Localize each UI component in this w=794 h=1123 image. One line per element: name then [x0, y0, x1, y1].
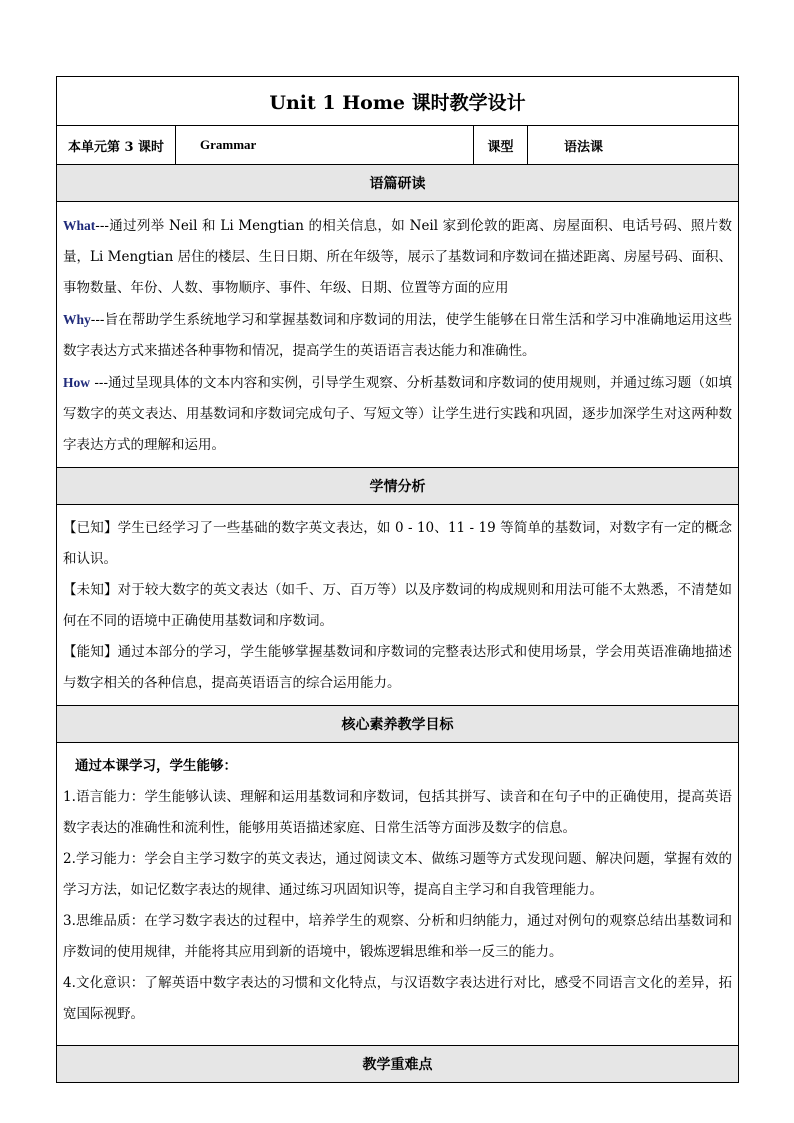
why-text: ---旨在帮助学生系统地学习和掌握基数词和序数词的用法，使学生能够在日常生活和学习中准确地运用这些数字表达方式来描述各种事物和情况，提高学生的英语语言表达能力和准确性。	[63, 312, 733, 359]
lesson-plan-table	[56, 76, 739, 1083]
objective-item: 3.思维品质：在学习数字表达的过程中，培养学生的观察、分析和归纳能力，通过对例句的观察总结出基数词和序数词的使用规律，并能将其应用到新的语境中，锻炼逻辑思维和举一反三的能力。	[63, 913, 733, 960]
why-keyword: Why	[63, 312, 91, 327]
type-label: 课型	[474, 126, 528, 165]
period-label: 本单元第 3 课时	[57, 126, 176, 165]
objective-item: 2.学习能力：学会自主学习数字的英文表达，通过阅读文本、做练习题等方式发现问题、解决问题，掌握有效的学习方法，如记忆数字表达的规律、通过练习巩固知识等，提高自主学习和自我管理能力。	[63, 851, 733, 898]
known-paragraph: 【已知】学生已经学习了一些基础的数字英文表达，如 0 - 10、11 - 19 等简单的基数词，对数字有一定的概念和认识。	[63, 520, 733, 567]
section-heading-student-analysis: 学情分析	[57, 468, 739, 505]
page-title: Unit 1 Home 课时教学设计	[57, 77, 739, 126]
section-heading-text-analysis: 语篇研读	[57, 165, 739, 202]
objectives-lead: 通过本课学习，学生能够：	[75, 758, 237, 774]
how-keyword: How	[63, 375, 90, 390]
type-value: 语法课	[528, 126, 739, 165]
how-paragraph	[63, 367, 732, 461]
student-analysis-body	[57, 505, 739, 706]
topic-value: Grammar	[176, 126, 474, 165]
text-analysis-body	[57, 202, 739, 468]
lesson-plan-page	[56, 76, 738, 1083]
how-text: ---通过呈现具体的文本内容和实例，引导学生观察、分析基数词和序数词的使用规则，并通过练习题（如填写数字的英文表达、用基数词和序数词完成句子、写短文等）让学生进行实践和巩固，逐步加深学生对这两种数字表达方式的理解和运用。	[63, 375, 733, 453]
why-paragraph	[63, 304, 732, 367]
objective-item: 1.语言能力：学生能够认读、理解和运用基数词和序数词，包括其拼写、读音和在句子中的正确使用，提高英语数字表达的准确性和流利性，能够用英语描述家庭、日常生活等方面涉及数字的信息。	[63, 789, 733, 836]
what-keyword: What	[63, 218, 96, 233]
able-paragraph: 【能知】通过本部分的学习，学生能够掌握基数词和序数词的完整表达形式和使用场景，学会用英语准确地描述与数字相关的各种信息，提高英语语言的综合运用能力。	[63, 644, 733, 691]
objectives-body	[57, 743, 739, 1046]
objective-item: 4.文化意识：了解英语中数字表达的习惯和文化特点，与汉语数字表达进行对比，感受不同语言文化的差异，拓宽国际视野。	[63, 975, 733, 1022]
what-text: ---通过列举 Neil 和 Li Mengtian 的相关信息，如 Neil 家到伦敦的距离、房屋面积、电话号码、照片数量，Li Mengtian 居住的楼层、生日日期、所在年级等，展示了基数词和序数词在描述距离、房屋号码、面积、事物数量、年份、人数、事物顺序、事件、年级、日期、位置等方面的应用	[63, 218, 733, 296]
unknown-paragraph: 【未知】对于较大数字的英文表达（如千、万、百万等）以及序数词的构成规则和用法可能不太熟悉，不清楚如何在不同的语境中正确使用基数词和序数词。	[63, 582, 733, 629]
section-heading-objectives: 核心素养教学目标	[57, 706, 739, 743]
section-heading-key-points: 教学重难点	[57, 1046, 739, 1083]
what-paragraph	[63, 210, 732, 304]
